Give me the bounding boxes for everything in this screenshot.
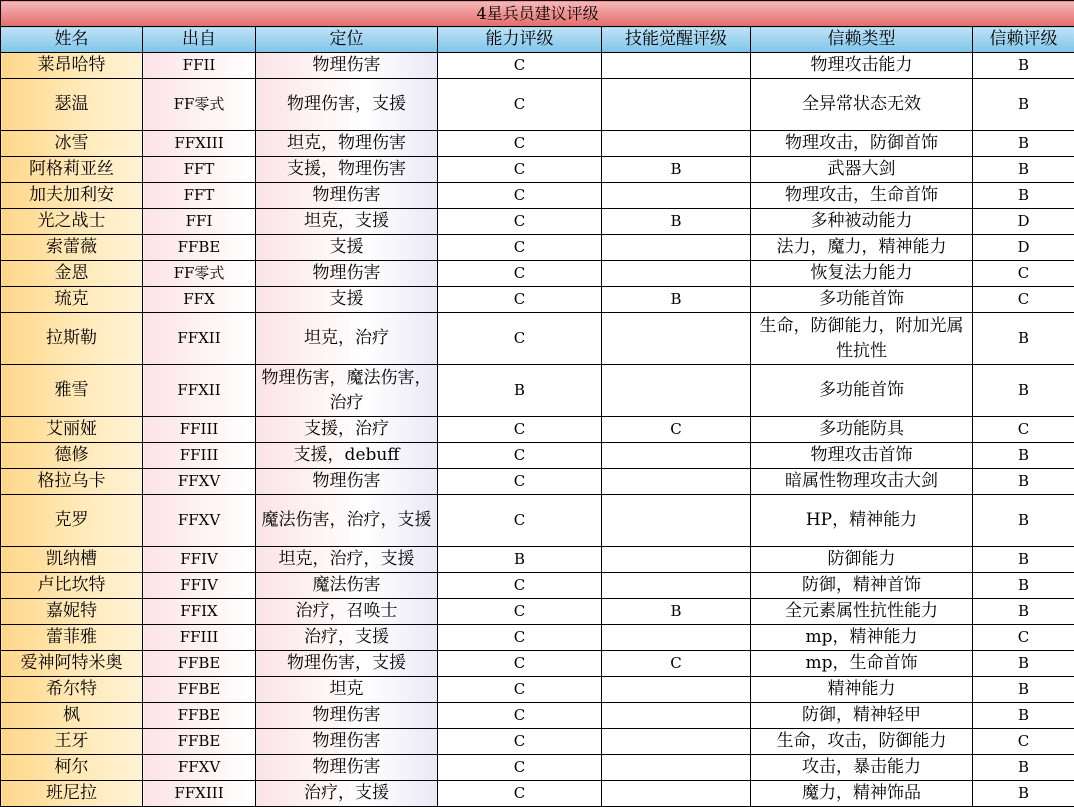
cell-name: 德修: [1, 443, 143, 469]
cell-role: 支援，治疗: [256, 417, 438, 443]
cell-role: 物理伤害: [256, 729, 438, 755]
header-name: 姓名: [1, 27, 143, 53]
cell-skill-awaken-grade: B: [602, 209, 751, 235]
cell-role: 物理伤害: [256, 469, 438, 495]
cell-source: FFXII: [143, 313, 256, 365]
cell-source: FFT: [143, 157, 256, 183]
cell-name: 嘉妮特: [1, 599, 143, 625]
cell-source: FFXV: [143, 469, 256, 495]
cell-trust-type: 恢复法力能力: [751, 261, 973, 287]
cell-ability-grade: C: [438, 313, 602, 365]
cell-trust-type: 武器大剑: [751, 157, 973, 183]
cell-trust-type: 暗属性物理攻击大剑: [751, 469, 973, 495]
cell-trust-type: mp，生命首饰: [751, 651, 973, 677]
cell-trust-grade: B: [973, 573, 1074, 599]
cell-name: 莱昂哈特: [1, 53, 143, 79]
cell-source: FFII: [143, 53, 256, 79]
cell-source: FFI: [143, 209, 256, 235]
table-row: [1, 53, 1074, 79]
cell-name: 琉克: [1, 287, 143, 313]
header-ability-grade: 能力评级: [438, 27, 602, 53]
cell-role: 治疗，支援: [256, 781, 438, 807]
cell-ability-grade: C: [438, 651, 602, 677]
cell-source: FFIV: [143, 547, 256, 573]
cell-trust-grade: C: [973, 729, 1074, 755]
table-row: [1, 573, 1074, 599]
cell-role: 支援，debuff: [256, 443, 438, 469]
cell-trust-type: 法力，魔力，精神能力: [751, 235, 973, 261]
cell-ability-grade: C: [438, 53, 602, 79]
cell-role: 物理伤害: [256, 183, 438, 209]
cell-trust-grade: B: [973, 79, 1074, 131]
cell-skill-awaken-grade: [602, 677, 751, 703]
cell-ability-grade: C: [438, 755, 602, 781]
cell-trust-type: 多种被动能力: [751, 209, 973, 235]
cell-source: FFXIII: [143, 781, 256, 807]
cell-name: 索蕾薇: [1, 235, 143, 261]
cell-role: 坦克，物理伤害: [256, 131, 438, 157]
cell-name: 冰雪: [1, 131, 143, 157]
cell-trust-type: mp，精神能力: [751, 625, 973, 651]
cell-trust-grade: B: [973, 131, 1074, 157]
cell-source: FFIV: [143, 573, 256, 599]
cell-source: FFIII: [143, 625, 256, 651]
table-row: [1, 781, 1074, 807]
table-row: [1, 261, 1074, 287]
cell-source: FFIX: [143, 599, 256, 625]
table-row: [1, 755, 1074, 781]
cell-trust-grade: B: [973, 469, 1074, 495]
table-row: [1, 131, 1074, 157]
cell-role: 支援: [256, 287, 438, 313]
cell-trust-grade: B: [973, 781, 1074, 807]
cell-skill-awaken-grade: C: [602, 651, 751, 677]
cell-name: 光之战士: [1, 209, 143, 235]
cell-role: 物理伤害: [256, 755, 438, 781]
cell-skill-awaken-grade: [602, 573, 751, 599]
cell-name: 蕾菲雅: [1, 625, 143, 651]
cell-name: 柯尔: [1, 755, 143, 781]
cell-ability-grade: C: [438, 157, 602, 183]
cell-skill-awaken-grade: [602, 729, 751, 755]
cell-skill-awaken-grade: C: [602, 417, 751, 443]
cell-ability-grade: C: [438, 287, 602, 313]
cell-source: FFIII: [143, 443, 256, 469]
cell-skill-awaken-grade: [602, 365, 751, 417]
cell-role: 物理伤害，支援: [256, 79, 438, 131]
cell-trust-type: 多功能防具: [751, 417, 973, 443]
cell-skill-awaken-grade: [602, 261, 751, 287]
table-row: [1, 547, 1074, 573]
cell-source: FFBE: [143, 729, 256, 755]
cell-source: FFX: [143, 287, 256, 313]
cell-name: 爱神阿特米奥: [1, 651, 143, 677]
cell-skill-awaken-grade: [602, 495, 751, 547]
cell-name: 金恩: [1, 261, 143, 287]
cell-trust-type: 魔力，精神饰品: [751, 781, 973, 807]
cell-trust-type: 物理攻击首饰: [751, 443, 973, 469]
cell-role: 物理伤害，魔法伤害，治疗: [256, 365, 438, 417]
cell-ability-grade: B: [438, 547, 602, 573]
cell-name: 阿格莉亚丝: [1, 157, 143, 183]
table-row: [1, 703, 1074, 729]
cell-trust-grade: B: [973, 157, 1074, 183]
cell-trust-grade: B: [973, 365, 1074, 417]
cell-trust-grade: B: [973, 677, 1074, 703]
cell-skill-awaken-grade: [602, 131, 751, 157]
cell-ability-grade: C: [438, 209, 602, 235]
cell-source: FFXV: [143, 755, 256, 781]
cell-trust-type: 防御能力: [751, 547, 973, 573]
table-row: [1, 209, 1074, 235]
cell-trust-grade: B: [973, 547, 1074, 573]
cell-ability-grade: C: [438, 625, 602, 651]
table-row: [1, 443, 1074, 469]
header-skill-awaken-grade: 技能觉醒评级: [602, 27, 751, 53]
cell-trust-type: 精神能力: [751, 677, 973, 703]
table-row: [1, 469, 1074, 495]
cell-role: 治疗，支援: [256, 625, 438, 651]
cell-trust-grade: C: [973, 625, 1074, 651]
cell-skill-awaken-grade: [602, 625, 751, 651]
header-trust-type: 信赖类型: [751, 27, 973, 53]
cell-skill-awaken-grade: [602, 469, 751, 495]
cell-role: 支援: [256, 235, 438, 261]
cell-name: 王牙: [1, 729, 143, 755]
table-row: [1, 599, 1074, 625]
cell-ability-grade: C: [438, 443, 602, 469]
cell-name: 卢比坎特: [1, 573, 143, 599]
cell-source: FFIII: [143, 417, 256, 443]
cell-trust-grade: B: [973, 443, 1074, 469]
cell-ability-grade: C: [438, 417, 602, 443]
table-row: [1, 495, 1074, 547]
cell-trust-grade: B: [973, 53, 1074, 79]
cell-trust-grade: B: [973, 313, 1074, 365]
cell-role: 物理伤害: [256, 703, 438, 729]
cell-trust-grade: B: [973, 651, 1074, 677]
cell-name: 克罗: [1, 495, 143, 547]
cell-role: 坦克，支援: [256, 209, 438, 235]
cell-name: 枫: [1, 703, 143, 729]
cell-skill-awaken-grade: [602, 703, 751, 729]
cell-trust-grade: B: [973, 183, 1074, 209]
header-role: 定位: [256, 27, 438, 53]
cell-trust-type: 物理攻击，生命首饰: [751, 183, 973, 209]
cell-ability-grade: C: [438, 131, 602, 157]
cell-role: 魔法伤害，治疗，支援: [256, 495, 438, 547]
cell-ability-grade: C: [438, 781, 602, 807]
table-row: [1, 287, 1074, 313]
cell-source: FFBE: [143, 651, 256, 677]
cell-name: 雅雪: [1, 365, 143, 417]
cell-ability-grade: C: [438, 495, 602, 547]
table-row: [1, 677, 1074, 703]
cell-skill-awaken-grade: [602, 755, 751, 781]
cell-skill-awaken-grade: [602, 781, 751, 807]
cell-trust-type: 全元素属性抗性能力: [751, 599, 973, 625]
cell-trust-grade: D: [973, 209, 1074, 235]
cell-skill-awaken-grade: [602, 53, 751, 79]
cell-ability-grade: C: [438, 703, 602, 729]
cell-source: FFT: [143, 183, 256, 209]
cell-skill-awaken-grade: B: [602, 157, 751, 183]
cell-name: 格拉乌卡: [1, 469, 143, 495]
cell-trust-type: 多功能首饰: [751, 365, 973, 417]
cell-role: 坦克，治疗，支援: [256, 547, 438, 573]
cell-name: 希尔特: [1, 677, 143, 703]
cell-trust-type: 多功能首饰: [751, 287, 973, 313]
cell-source: FF零式: [143, 79, 256, 131]
cell-role: 物理伤害: [256, 261, 438, 287]
cell-name: 加夫加利安: [1, 183, 143, 209]
cell-trust-type: HP，精神能力: [751, 495, 973, 547]
cell-role: 物理伤害: [256, 53, 438, 79]
cell-skill-awaken-grade: [602, 313, 751, 365]
cell-trust-grade: B: [973, 495, 1074, 547]
cell-ability-grade: C: [438, 599, 602, 625]
table-row: [1, 651, 1074, 677]
cell-skill-awaken-grade: [602, 547, 751, 573]
cell-trust-type: 全异常状态无效: [751, 79, 973, 131]
cell-trust-type: 物理攻击能力: [751, 53, 973, 79]
cell-skill-awaken-grade: [602, 443, 751, 469]
cell-trust-type: 防御，精神轻甲: [751, 703, 973, 729]
cell-name: 艾丽娅: [1, 417, 143, 443]
cell-trust-grade: B: [973, 599, 1074, 625]
cell-trust-grade: B: [973, 703, 1074, 729]
table-row: [1, 235, 1074, 261]
cell-trust-type: 生命，攻击，防御能力: [751, 729, 973, 755]
cell-trust-grade: C: [973, 261, 1074, 287]
cell-ability-grade: C: [438, 235, 602, 261]
table-row: [1, 729, 1074, 755]
cell-trust-type: 物理攻击，防御首饰: [751, 131, 973, 157]
cell-trust-type: 生命，防御能力，附加光属性抗性: [751, 313, 973, 365]
cell-source: FFBE: [143, 235, 256, 261]
table-row: [1, 157, 1074, 183]
cell-skill-awaken-grade: B: [602, 287, 751, 313]
cell-name: 瑟温: [1, 79, 143, 131]
table-row: [1, 183, 1074, 209]
cell-role: 坦克，治疗: [256, 313, 438, 365]
table-row: [1, 625, 1074, 651]
cell-name: 班尼拉: [1, 781, 143, 807]
cell-role: 支援，物理伤害: [256, 157, 438, 183]
cell-trust-type: 攻击，暴击能力: [751, 755, 973, 781]
table-title: 4星兵员建议评级: [1, 1, 1074, 27]
cell-source: FFXV: [143, 495, 256, 547]
cell-source: FFBE: [143, 703, 256, 729]
cell-ability-grade: C: [438, 469, 602, 495]
cell-trust-grade: C: [973, 417, 1074, 443]
cell-trust-grade: D: [973, 235, 1074, 261]
cell-source: FFXII: [143, 365, 256, 417]
cell-ability-grade: C: [438, 183, 602, 209]
cell-ability-grade: C: [438, 79, 602, 131]
table-row: [1, 417, 1074, 443]
cell-trust-type: 防御，精神首饰: [751, 573, 973, 599]
cell-skill-awaken-grade: B: [602, 599, 751, 625]
title-row: [1, 1, 1074, 27]
cell-ability-grade: B: [438, 365, 602, 417]
table-row: [1, 79, 1074, 131]
header-row: [1, 27, 1074, 53]
cell-trust-grade: C: [973, 287, 1074, 313]
cell-role: 魔法伤害: [256, 573, 438, 599]
cell-ability-grade: C: [438, 677, 602, 703]
cell-trust-grade: B: [973, 755, 1074, 781]
header-trust-grade: 信赖评级: [973, 27, 1074, 53]
cell-ability-grade: C: [438, 573, 602, 599]
cell-skill-awaken-grade: [602, 79, 751, 131]
header-source: 出自: [143, 27, 256, 53]
cell-ability-grade: C: [438, 261, 602, 287]
cell-source: FFBE: [143, 677, 256, 703]
cell-role: 坦克: [256, 677, 438, 703]
cell-name: 凯纳槽: [1, 547, 143, 573]
cell-ability-grade: C: [438, 729, 602, 755]
cell-name: 拉斯勒: [1, 313, 143, 365]
cell-source: FFXIII: [143, 131, 256, 157]
table-row: [1, 313, 1074, 365]
cell-source: FF零式: [143, 261, 256, 287]
cell-role: 治疗，召唤士: [256, 599, 438, 625]
cell-role: 物理伤害，支援: [256, 651, 438, 677]
cell-skill-awaken-grade: [602, 235, 751, 261]
table-row: [1, 365, 1074, 417]
cell-skill-awaken-grade: [602, 183, 751, 209]
